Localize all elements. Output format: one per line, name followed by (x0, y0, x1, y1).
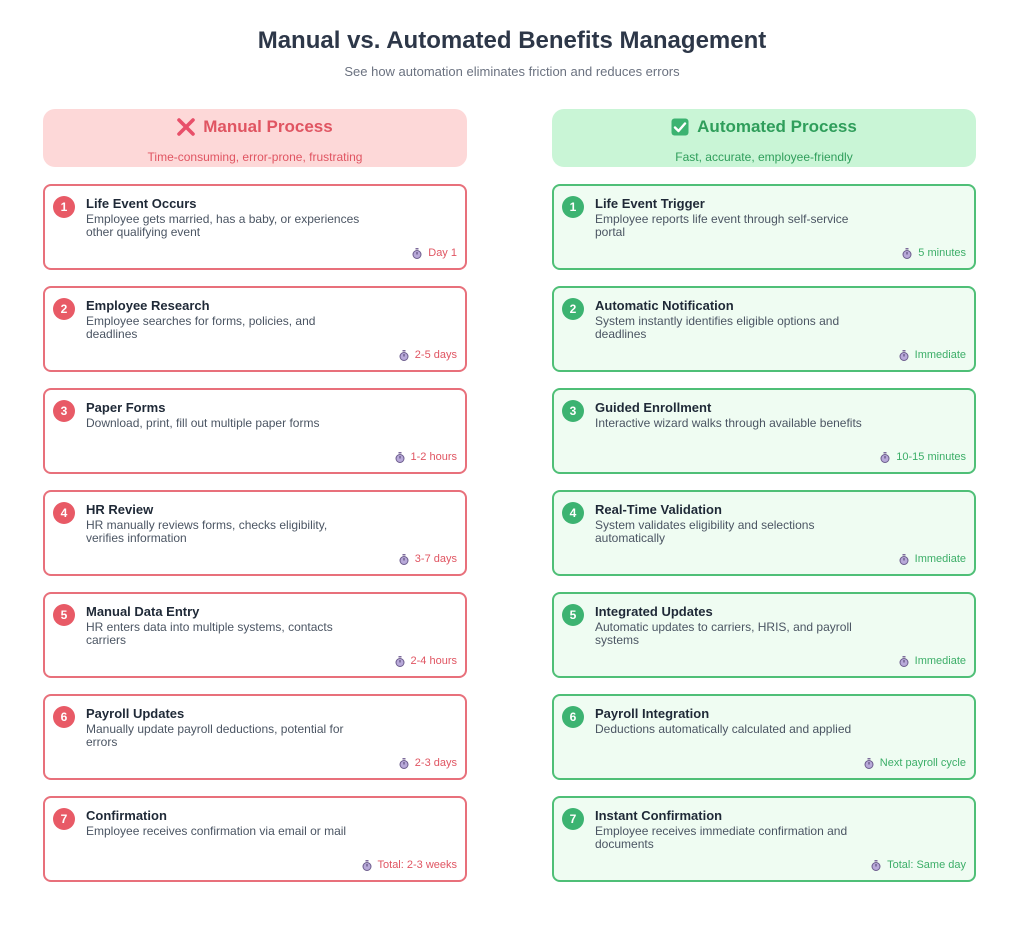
step-number-badge: 4 (562, 502, 584, 524)
automated-process-header (552, 109, 976, 167)
automated-step-card (552, 694, 976, 780)
step-duration (899, 553, 966, 565)
manual-process-title: Manual Process (203, 117, 333, 136)
step-duration (899, 655, 966, 667)
step-description: Employee searches for forms, policies, and deadlines (86, 314, 316, 341)
step-title: Paper Forms (86, 400, 166, 415)
step-duration (899, 349, 966, 361)
stopwatch-icon (399, 350, 409, 361)
step-duration-label: 2-4 hours (410, 655, 457, 667)
stopwatch-icon (902, 248, 912, 259)
manual-step-card (43, 286, 467, 372)
step-duration (399, 349, 457, 361)
stopwatch-icon (899, 350, 909, 361)
automated-process-subtitle: Fast, accurate, employee-friendly (675, 150, 853, 164)
automated-process-title-row (671, 117, 857, 137)
step-duration (880, 451, 966, 463)
step-number-badge: 3 (562, 400, 584, 422)
step-duration (871, 859, 966, 871)
step-duration-label: 2-5 days (414, 349, 457, 361)
step-duration (395, 655, 457, 667)
step-duration-label: Day 1 (428, 247, 457, 259)
automated-step-card (552, 796, 976, 882)
step-description: Employee reports life event through self-service portal (595, 212, 849, 239)
manual-step-card (43, 796, 467, 882)
step-number-badge: 5 (53, 604, 75, 626)
manual-process-subtitle: Time-consuming, error-prone, frustrating (147, 150, 363, 164)
check-box-icon (671, 118, 689, 136)
step-duration-label: 3-7 days (414, 553, 457, 565)
step-duration (902, 247, 966, 259)
stopwatch-icon (395, 656, 405, 667)
step-number-badge: 6 (53, 706, 75, 728)
stopwatch-icon (399, 554, 409, 565)
stopwatch-icon (899, 554, 909, 565)
step-number-badge: 5 (562, 604, 584, 626)
step-number-badge: 6 (562, 706, 584, 728)
step-description: Interactive wizard walks through available benefits (595, 416, 862, 430)
manual-steps-list (43, 184, 467, 882)
step-description: Employee gets married, has a baby, or experiences other qualifying event (86, 212, 360, 239)
cross-mark-icon (177, 118, 195, 136)
step-duration-label: 2-3 days (414, 757, 457, 769)
automated-steps-list (552, 184, 976, 882)
automated-step-card (552, 286, 976, 372)
step-title: Real-Time Validation (595, 502, 722, 517)
step-duration (399, 757, 457, 769)
manual-step-card (43, 592, 467, 678)
automated-step-card (552, 490, 976, 576)
step-title: HR Review (86, 502, 154, 517)
step-description: Download, print, fill out multiple paper forms (86, 416, 320, 430)
step-duration (395, 451, 457, 463)
step-title: Confirmation (86, 808, 167, 823)
manual-step-card (43, 388, 467, 474)
automated-step-card (552, 184, 976, 270)
step-description: System instantly identifies eligible options and deadlines (595, 314, 840, 341)
step-duration-label: Immediate (914, 655, 966, 667)
step-description: Employee receives immediate confirmation and documents (595, 824, 848, 851)
step-description: System validates eligibility and selections automatically (595, 518, 815, 545)
step-number-badge: 7 (562, 808, 584, 830)
step-number-badge: 7 (53, 808, 75, 830)
automated-step-card (552, 388, 976, 474)
step-description: Employee receives confirmation via email or mail (86, 824, 347, 838)
step-number-badge: 3 (53, 400, 75, 422)
step-number-badge: 2 (562, 298, 584, 320)
manual-process-column (43, 109, 467, 898)
step-title: Instant Confirmation (595, 808, 723, 823)
automated-process-column (552, 109, 976, 898)
step-title: Employee Research (86, 298, 210, 313)
step-duration (412, 247, 457, 259)
stopwatch-icon (880, 452, 890, 463)
step-title: Payroll Updates (86, 706, 185, 721)
step-title: Payroll Integration (595, 706, 710, 721)
step-title: Automatic Notification (595, 298, 734, 313)
automated-process-title: Automated Process (697, 117, 857, 136)
step-description: Manually update payroll deductions, potential for errors (86, 722, 344, 749)
step-title: Life Event Trigger (595, 196, 705, 211)
stopwatch-icon (871, 860, 881, 871)
step-duration-label: Next payroll cycle (879, 757, 966, 769)
step-number-badge: 1 (53, 196, 75, 218)
manual-step-card (43, 490, 467, 576)
step-title: Life Event Occurs (86, 196, 197, 211)
step-duration-label: Total: 2-3 weeks (377, 859, 457, 871)
step-title: Guided Enrollment (595, 400, 712, 415)
manual-process-title-row (177, 117, 332, 137)
manual-process-header (43, 109, 467, 167)
step-title: Integrated Updates (595, 604, 713, 619)
step-duration (362, 859, 457, 871)
step-duration-label: Total: Same day (887, 859, 966, 871)
stopwatch-icon (362, 860, 372, 871)
stopwatch-icon (864, 758, 874, 769)
step-duration-label: 5 minutes (918, 247, 966, 259)
page-title: Manual vs. Automated Benefits Management (257, 27, 767, 54)
step-number-badge: 1 (562, 196, 584, 218)
stopwatch-icon (899, 656, 909, 667)
automated-step-card (552, 592, 976, 678)
step-duration-label: 1-2 hours (410, 451, 457, 463)
step-duration-label: Immediate (914, 349, 966, 361)
manual-step-card (43, 184, 467, 270)
stopwatch-icon (399, 758, 409, 769)
page-subtitle: See how automation eliminates friction and reduces errors (344, 64, 680, 79)
step-number-badge: 4 (53, 502, 75, 524)
step-duration (864, 757, 966, 769)
stopwatch-icon (395, 452, 405, 463)
step-title: Manual Data Entry (86, 604, 200, 619)
step-duration-label: Immediate (914, 553, 966, 565)
step-duration (399, 553, 457, 565)
step-description: HR enters data into multiple systems, contacts carriers (86, 620, 333, 647)
step-description: Deductions automatically calculated and applied (595, 722, 852, 736)
stopwatch-icon (412, 248, 422, 259)
step-description: Automatic updates to carriers, HRIS, and payroll systems (595, 620, 852, 647)
step-description: HR manually reviews forms, checks eligibility, verifies information (86, 518, 328, 545)
step-number-badge: 2 (53, 298, 75, 320)
manual-step-card (43, 694, 467, 780)
step-duration-label: 10-15 minutes (896, 451, 966, 463)
